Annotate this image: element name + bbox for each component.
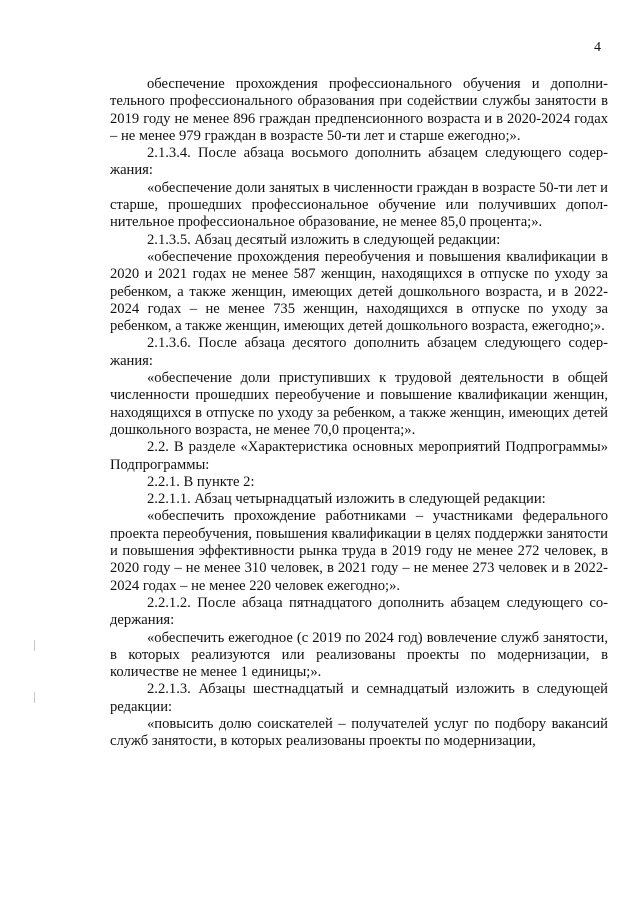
margin-mark bbox=[34, 640, 35, 651]
paragraph-15: «повысить долю соискателей – получателей услуг по подбору вакансий служб занятости, в которых реализованы проекты по модернизации, bbox=[110, 715, 608, 750]
paragraph-3: «обеспечение доли занятых в численности граждан в возрасте 50-ти лет и старше, прошедших профессиональное обучение или получивших дополнительное профессиональное образование, не менее 85,0 процента;». bbox=[110, 179, 608, 231]
paragraph-4: 2.1.3.5. Абзац десятый изложить в следующей редакции: bbox=[147, 231, 501, 248]
paragraph-9: 2.2.1. В пункте 2: bbox=[147, 473, 255, 490]
paragraph-6: 2.1.3.6. После абзаца десятого дополнить абзацем следующего содержания: bbox=[110, 335, 608, 369]
page-number: 4 bbox=[594, 40, 601, 55]
paragraph-7: «обеспечение доли приступивших к трудовой деятельности в общей численности прошедших переобучение и повышение квалификации женщин, находящихся в отпуске по уходу за ребенком, а также женщин, имеющих детей дошкольного возраста, не менее 70,0 процента;». bbox=[110, 370, 608, 438]
paragraph-8: 2.2. В разделе «Характеристика основных мероприятий Подпрограммы» Подпрограммы: bbox=[110, 439, 608, 473]
paragraph-13: «обеспечить ежегодное (с 2019 по 2024 год) вовлечение служб занятости, в которых реализуются или реализованы проекты по модернизации, в количестве не менее 1 единицы;». bbox=[110, 629, 608, 681]
document-body bbox=[110, 76, 608, 751]
paragraph-12: 2.2.1.2. После абзаца пятнадцатого дополнить абзацем следующего содержания: bbox=[110, 594, 608, 629]
paragraph-2: 2.1.3.4. После абзаца восьмого дополнить абзацем следующего содержания: bbox=[110, 145, 608, 179]
paragraph-1: обеспечение прохождения профессионального обучения и дополнительного профессионального образования при содействии службы занятости в 2019 году не менее 896 граждан предпенсионного возраста и в 2020-2024 годах – не менее 979 граждан в возрасте 50-ти лет и старше ежегодно;». bbox=[110, 76, 608, 144]
paragraph-10: 2.2.1.1. Абзац четырнадцатый изложить в следующей редакции: bbox=[147, 491, 546, 508]
margin-mark bbox=[34, 692, 35, 703]
paragraph-5: «обеспечение прохождения переобучения и повышения квалификации в 2020 и 2021 годах не менее 587 женщин, находящихся в отпуске по уходу за ребенком, а также женщин, имеющих детей дошкольного возраста, и в 2022-2024 годах – не менее 735 женщин, находящихся в отпуске по уходу за ребенком, а также женщин, имеющих детей дошкольного возраста, ежегодно;». bbox=[110, 248, 608, 335]
paragraph-14: 2.2.1.3. Абзацы шестнадцатый и семнадцатый изложить в следующей редакции: bbox=[110, 681, 608, 715]
paragraph-11: «обеспечить прохождение работниками – участниками федерального проекта переобучения, повышения квалификации в целях поддержки занятости и повышения эффективности рынка труда в 2019 году не менее 272 человек, в 2020 году – не менее 310 человек, в 2021 году – не менее 273 человек и в 2022-2024 годах – не менее 220 человек ежегодно;». bbox=[110, 508, 608, 594]
